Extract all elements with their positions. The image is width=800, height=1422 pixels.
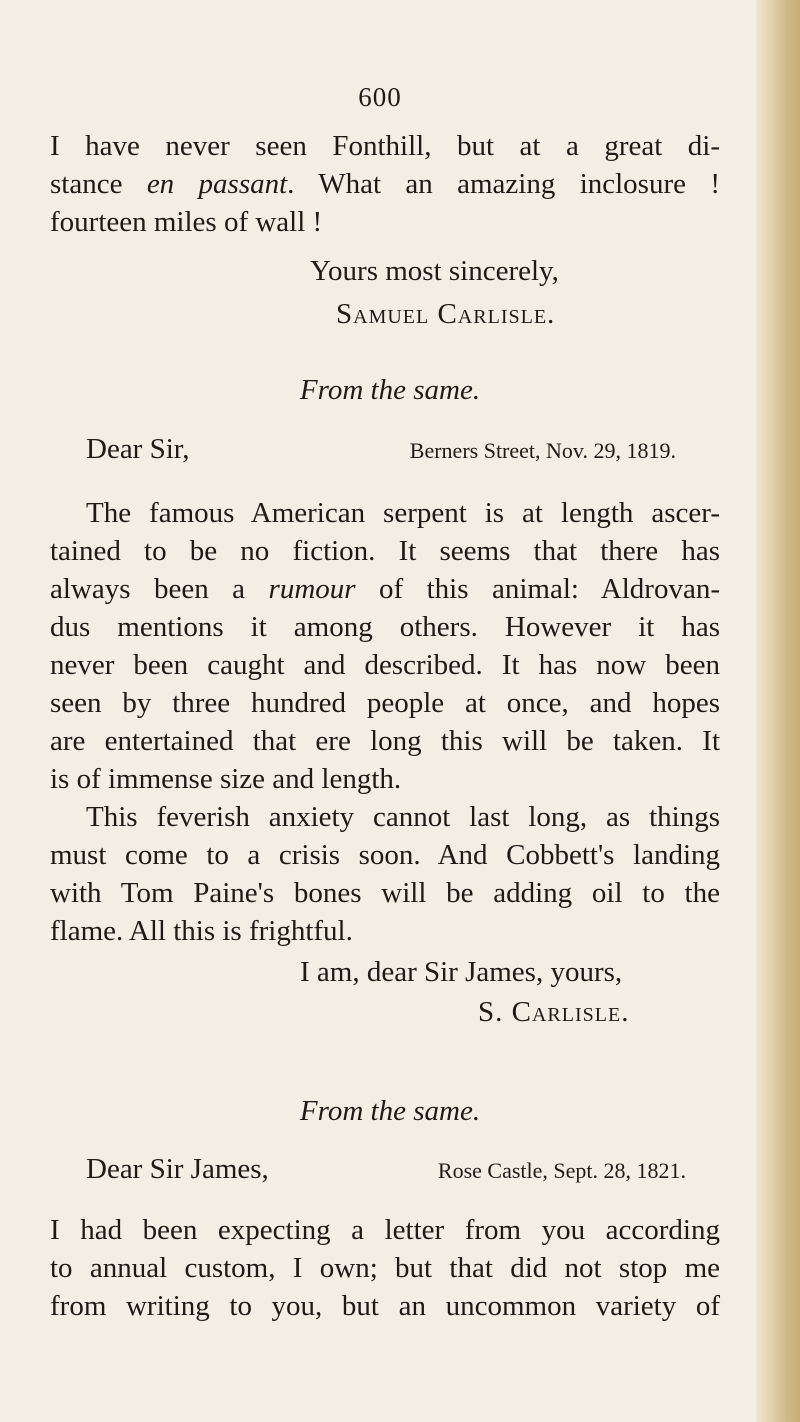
text-line: tained to be no fiction. It seems that there has <box>50 535 720 567</box>
salutation-row <box>86 1153 686 1186</box>
letter-heading: From the same. <box>299 1095 481 1127</box>
salutation: Dear Sir, <box>86 433 190 465</box>
salutation-row <box>86 433 676 466</box>
page-number: 600 <box>358 82 402 112</box>
salutation: Dear Sir James, <box>86 1153 269 1185</box>
signature-name: S. Carlisle. <box>478 996 630 1028</box>
address-date: Rose Castle, Sept. 28, 1821. <box>437 1158 686 1183</box>
closing-line: Yours most sincerely, <box>310 255 559 287</box>
text-line <box>50 166 720 203</box>
text-line: I had been expecting a letter from you according <box>50 1214 720 1246</box>
text-line: flame. All this is frightful. <box>50 915 353 947</box>
text-span: stance <box>50 168 147 200</box>
closing-line: I am, dear Sir James, yours, <box>300 956 623 988</box>
text-line: I have never seen Fonthill, but at a great di- <box>50 130 720 162</box>
text-line: The famous American serpent is at length ascer- <box>86 497 720 529</box>
text-line: fourteen miles of wall ! <box>50 206 323 238</box>
signature-name: Samuel Carlisle. <box>336 298 556 330</box>
text-line: This feverish anxiety cannot last long, as things <box>86 801 720 833</box>
text-line: seen by three hundred people at once, and hopes <box>50 687 720 719</box>
page-edge <box>756 0 800 1422</box>
text-line: dus mentions it among others. However it has <box>50 611 720 643</box>
text-line: never been caught and described. It has now been <box>50 649 720 681</box>
text-span: of this animal: Aldrovan- <box>355 573 720 605</box>
italic-word: rumour <box>268 573 356 605</box>
letter-heading: From the same. <box>299 374 481 406</box>
text-line: with Tom Paine's bones will be adding oil to the <box>50 877 720 909</box>
text-line <box>50 571 720 608</box>
text-line: to annual custom, I own; but that did not stop me <box>50 1252 720 1284</box>
text-line: from writing to you, but an uncommon variety of <box>50 1290 720 1322</box>
text-line: is of immense size and length. <box>50 763 402 795</box>
text-span: . What an amazing inclosure ! <box>287 168 720 200</box>
text-span: always been a <box>50 573 269 605</box>
text-line: are entertained that ere long this will be taken. It <box>50 725 720 757</box>
address-date: Berners Street, Nov. 29, 1819. <box>409 438 676 463</box>
text-line: must come to a crisis soon. And Cobbett's landing <box>50 839 720 871</box>
italic-phrase: en passant <box>146 168 288 200</box>
